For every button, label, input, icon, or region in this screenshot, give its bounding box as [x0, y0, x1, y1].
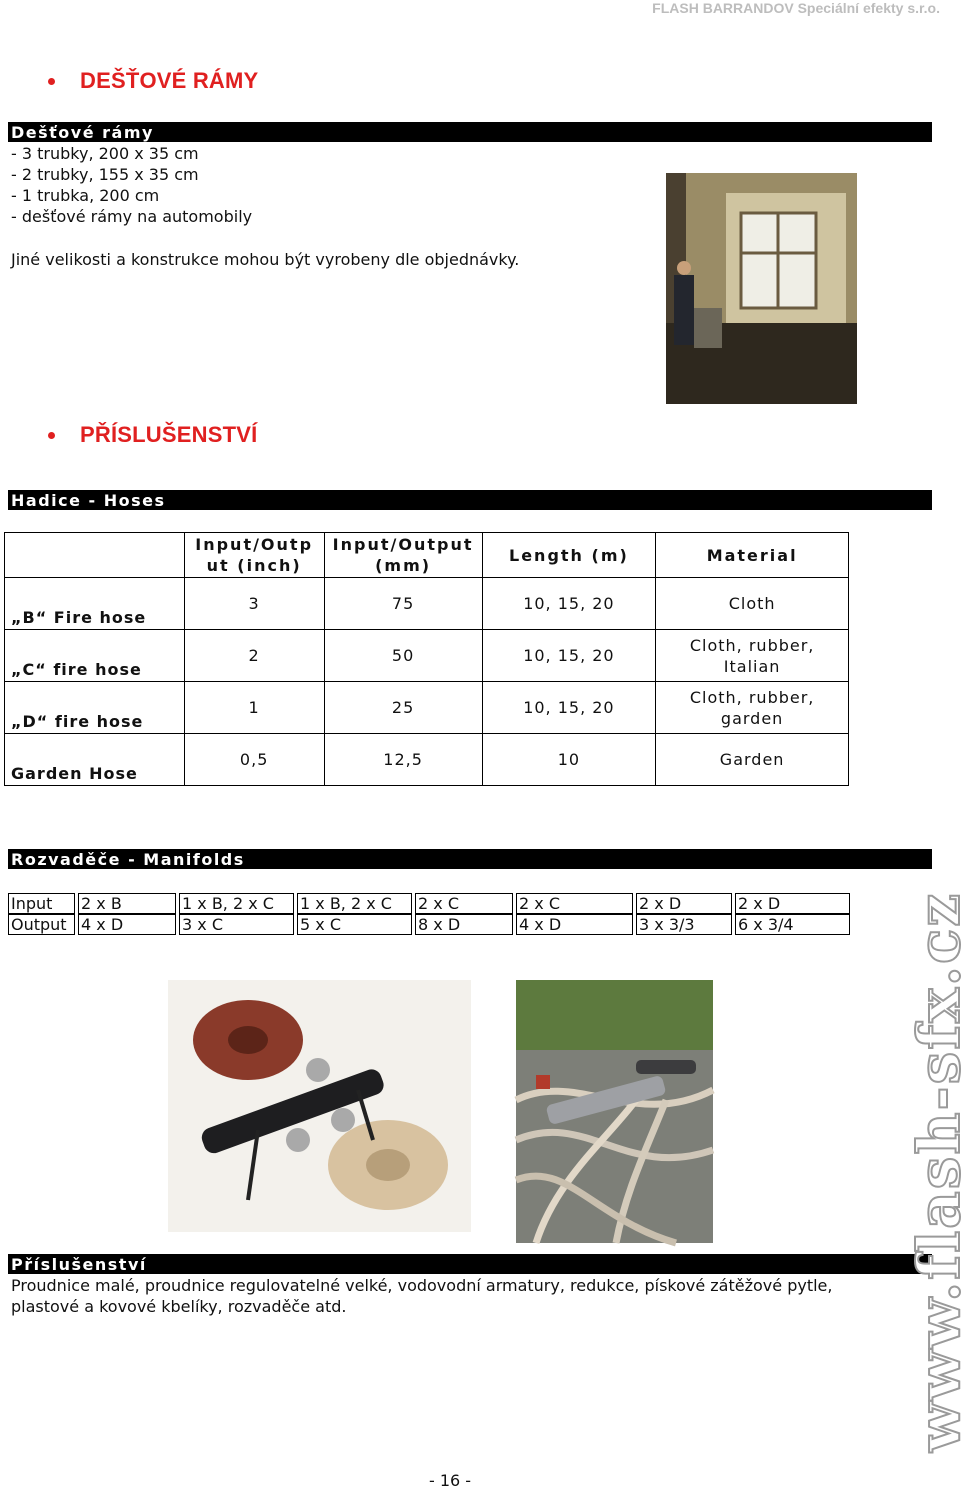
- table-header-empty: [5, 533, 185, 578]
- page-number: - 16 -: [428, 1471, 472, 1490]
- hose-inch: 3: [184, 578, 324, 630]
- hose-length: 10: [482, 734, 656, 786]
- hose-name: „D“ fire hose: [5, 682, 185, 734]
- accessories-text: [11, 1275, 926, 1317]
- hose-material: Garden: [656, 734, 849, 786]
- manifold-output: 5 x C: [297, 914, 412, 935]
- table-row: [5, 734, 849, 786]
- accessories-line: plastové a kovové kbelíky, rozvaděče atd.: [11, 1297, 347, 1316]
- company-name: FLASH BARRANDOV Speciální efekty s.r.o.: [652, 0, 940, 16]
- hose-name: „C“ fire hose: [5, 630, 185, 682]
- hose-mm: 25: [324, 682, 482, 734]
- hose-mm: 75: [324, 578, 482, 630]
- list-item: - 3 trubky, 200 x 35 cm: [11, 144, 199, 163]
- hose-mm: 12,5: [324, 734, 482, 786]
- watermark: www.flash-sfx.cz: [905, 891, 973, 1452]
- hose-length: 10, 15, 20: [482, 630, 656, 682]
- hose-material: Cloth, rubber, Italian: [656, 630, 849, 682]
- bar-accessories: Příslušenství: [8, 1254, 932, 1274]
- manifold-output-row: [8, 914, 850, 935]
- hoses-ground-photo: [516, 980, 713, 1243]
- hose-length: 10, 15, 20: [482, 578, 656, 630]
- hoses-manifold-photo: [168, 980, 471, 1232]
- hose-inch: 2: [184, 630, 324, 682]
- hoses-ground-photo-drawing: [516, 980, 713, 1243]
- manifold-input: 2 x C: [415, 893, 513, 914]
- hose-material: Cloth: [656, 578, 849, 630]
- list-item: - 2 trubky, 155 x 35 cm: [11, 165, 199, 184]
- manifold-output: 3 x C: [179, 914, 294, 935]
- rain-frame-note: Jiné velikosti a konstrukce mohou být vyrobeny dle objednávky.: [11, 250, 520, 269]
- manifold-input: 2 x D: [636, 893, 732, 914]
- bullet-icon: [48, 78, 55, 85]
- manifold-input: 2 x B: [78, 893, 176, 914]
- hose-length: 10, 15, 20: [482, 682, 656, 734]
- rain-frame-photo-drawing: [666, 173, 857, 404]
- manifold-input: 1 x B, 2 x C: [179, 893, 294, 914]
- hose-name: „B“ Fire hose: [5, 578, 185, 630]
- table-row: [5, 682, 849, 734]
- hose-inch: 0,5: [184, 734, 324, 786]
- hose-name: Garden Hose: [5, 734, 185, 786]
- table-header-row: [5, 533, 849, 578]
- manifold-input: 1 x B, 2 x C: [297, 893, 412, 914]
- accessories-line: Proudnice malé, proudnice regulovatelné velké, vodovodní armatury, redukce, pískové zátěžové pytle,: [11, 1276, 833, 1295]
- manifold-output: 3 x 3/3: [636, 914, 732, 935]
- manifold-input-label: Input: [8, 893, 75, 914]
- column-header-mm: Input/Output (mm): [324, 533, 482, 578]
- manifold-input-row: [8, 893, 850, 914]
- hose-inch: 1: [184, 682, 324, 734]
- hose-material: Cloth, rubber, garden: [656, 682, 849, 734]
- rain-frame-photo: [666, 173, 857, 404]
- hose-mm: 50: [324, 630, 482, 682]
- list-item: - dešťové rámy na automobily: [11, 207, 253, 226]
- hoses-manifold-photo-drawing: [168, 980, 471, 1232]
- bar-rain-frames: Dešťové rámy: [8, 122, 932, 142]
- manifold-input: 2 x D: [735, 893, 850, 914]
- bar-hoses: Hadice - Hoses: [8, 490, 932, 510]
- bar-manifolds: Rozvaděče - Manifolds: [8, 849, 932, 869]
- heading-accessories: PŘÍSLUŠENSTVÍ: [80, 422, 258, 447]
- column-header-material: Material: [656, 533, 849, 578]
- hoses-table: [4, 532, 849, 786]
- manifold-output: 4 x D: [78, 914, 176, 935]
- rain-frame-list: [11, 143, 252, 227]
- manifold-input: 2 x C: [516, 893, 633, 914]
- heading-rain-frames: DEŠŤOVÉ RÁMY: [80, 68, 259, 93]
- table-row: [5, 578, 849, 630]
- list-item: - 1 trubka, 200 cm: [11, 186, 160, 205]
- column-header-inch: Input/Outp ut (inch): [184, 533, 324, 578]
- table-row: [5, 630, 849, 682]
- column-header-length: Length (m): [482, 533, 656, 578]
- bullet-icon: [48, 432, 55, 439]
- manifold-output: 4 x D: [516, 914, 633, 935]
- manifold-output: 6 x 3/4: [735, 914, 850, 935]
- manifolds-table: [5, 893, 853, 935]
- manifold-output-label: Output: [8, 914, 75, 935]
- manifold-output: 8 x D: [415, 914, 513, 935]
